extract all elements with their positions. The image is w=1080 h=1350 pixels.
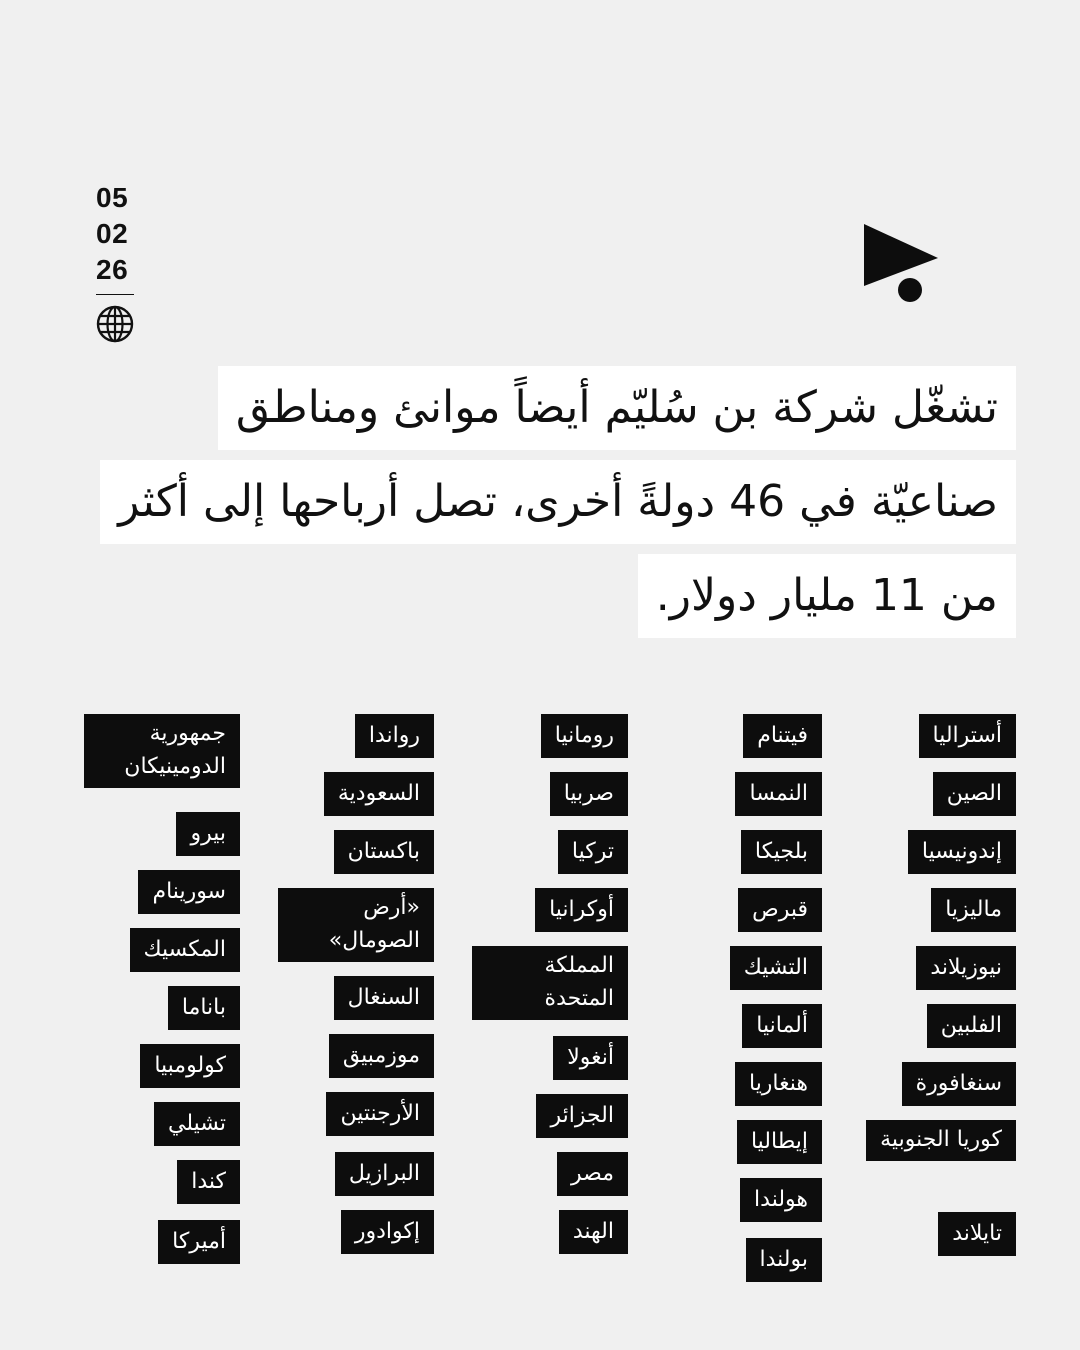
country-tag: إكوادور	[341, 1210, 434, 1254]
date-block	[96, 180, 136, 343]
country-tag: جمهورية الدومينيكان	[84, 714, 240, 788]
date-month: 02	[96, 218, 129, 249]
country-tag: تركيا	[558, 830, 628, 874]
country-tag: رومانيا	[541, 714, 628, 758]
country-tag: الجزائر	[536, 1094, 628, 1138]
headline-line-1: تشغّل شركة بن سُليّم أيضاً موانئ ومناطق	[218, 366, 1016, 450]
country-tag: بلجيكا	[741, 830, 822, 874]
country-tag: أوكرانيا	[535, 888, 628, 932]
country-tag: ماليزيا	[931, 888, 1016, 932]
country-tag: باناما	[168, 986, 240, 1030]
country-tag: نيوزيلاند	[916, 946, 1016, 990]
country-list	[0, 714, 1080, 1314]
country-tag: أنغولا	[553, 1036, 628, 1080]
country-tag: المملكة المتحدة	[472, 946, 628, 1020]
country-tag: الأرجنتين	[326, 1092, 434, 1136]
country-tag: سنغافورة	[902, 1062, 1016, 1106]
country-tag: هنغاريا	[735, 1062, 822, 1106]
country-tag: التشيك	[730, 946, 822, 990]
country-tag: كولومبيا	[140, 1044, 240, 1088]
date-day: 05	[96, 182, 129, 213]
country-tag: رواندا	[355, 714, 434, 758]
country-tag: الفلبين	[927, 1004, 1016, 1048]
country-tag: السنغال	[334, 976, 434, 1020]
country-tag: باكستان	[334, 830, 434, 874]
flag-dot-logo-icon	[862, 222, 940, 306]
country-tag: مصر	[557, 1152, 628, 1196]
country-tag: أميركا	[158, 1220, 240, 1264]
country-tag: تايلاند	[938, 1212, 1016, 1256]
country-tag: ألمانيا	[742, 1004, 822, 1048]
country-tag: صربيا	[550, 772, 628, 816]
country-tag: كوريا الجنوبية	[866, 1120, 1016, 1161]
country-tag: كندا	[177, 1160, 240, 1204]
country-tag: «أرض الصومال»	[278, 888, 434, 962]
country-tag: أستراليا	[919, 714, 1016, 758]
country-tag: المكسيك	[130, 928, 241, 972]
date-year: 26	[96, 254, 129, 285]
country-tag: إندونيسيا	[908, 830, 1016, 874]
country-tag: إيطاليا	[737, 1120, 822, 1164]
country-tag: السعودية	[324, 772, 434, 816]
country-tag: هولندا	[740, 1178, 822, 1222]
country-tag: موزمبيق	[329, 1034, 434, 1078]
country-tag: بيرو	[176, 812, 240, 856]
globe-icon	[96, 305, 134, 343]
country-tag: تشيلي	[154, 1102, 240, 1146]
country-tag: الهند	[559, 1210, 628, 1254]
country-tag: سورينام	[138, 870, 240, 914]
headline-line-2: صناعيّة في 46 دولةً أخرى، تصل أرباحها إلى أكثر	[100, 460, 1016, 544]
country-tag: بولندا	[746, 1238, 823, 1282]
country-tag: النمسا	[735, 772, 822, 816]
country-tag: فيتنام	[743, 714, 822, 758]
date-divider	[96, 294, 134, 295]
country-tag: البرازيل	[335, 1152, 434, 1196]
headline-line-3: من 11 مليار دولار.	[638, 554, 1016, 638]
country-tag: قبرص	[738, 888, 822, 932]
headline	[76, 366, 1016, 648]
country-tag: الصين	[933, 772, 1016, 816]
